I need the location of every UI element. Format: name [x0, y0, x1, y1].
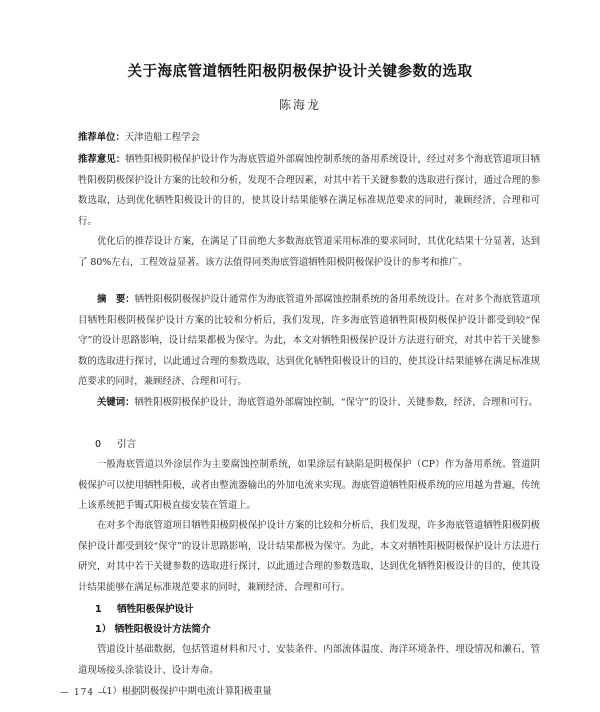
author-name: 陈海龙: [278, 98, 321, 112]
section1-item: （1）根据阴极保护中期电流计算阳极重量: [97, 686, 272, 697]
keywords-text: 牺牲阳极阴极保护设计，海底管道外部腐蚀控制，“保守”的设计、关键参数，经济，合理和可行。: [134, 397, 538, 408]
intro-para1: 一般海底管道以外涂层作为主要腐蚀控制系统，如果涂层有缺陷是阴极保护（CP）作为备用系统。管道阴极保护可以使用牺牲阳极，或者由整流器输出的外加电流来实现。海底管道牺牲阳极系统的应用越为普遍，传统上该系统把手镯式阳极直接安装在管道上。: [78, 459, 540, 511]
intro-heading-text: 引言: [117, 439, 137, 450]
section1-sub-num: 1）: [95, 624, 112, 635]
section1-title: 牺牲阳极保护设计: [117, 604, 194, 615]
recommend-opinion-text: 牺牲阳极阴极保护设计作为海底管道外部腐蚀控制系统的备用系统设计，经过对多个海底管道项目牺牲阳极阴极保护设计方案的比较和分析，发现不合理因素，对其中若干关键参数的选取进行探讨，通过合理的参数选取，达到优化牺牲阳极设计的目的，使其设计结果能够在满足标准规范要求的同时，兼顾经济、合理和可行。: [78, 154, 540, 227]
recommend-unit-value: 天津造船工程学会: [124, 132, 200, 143]
keywords: [78, 393, 540, 414]
section1-sub-heading: [95, 620, 211, 640]
recommend-unit: [78, 128, 540, 149]
abstract: [78, 290, 540, 393]
section1-sub-title: 牺牲阳极设计方法简介: [114, 624, 211, 635]
section1-num: 1: [95, 604, 102, 615]
recommend-opinion-para2: 优化后的推荐设计方案，在满足了目前绝大多数海底管道采用标准的要求同时，其优化结果十分显著，达到了 80%左右，工程效益显著。该方法值得同类海底管道牺牲阳极阴极保护设计的参考和推广。: [78, 236, 540, 268]
abstract-label: 摘 要：: [97, 294, 135, 305]
intro-para2: 在对多个海底管道项目牺牲阳极阴极保护设计方案的比较和分析后，我们发现，许多海底管道牺牲阳极阴极保护设计都受到较“保守”的设计思路影响，设计结果都极为保守。为此，本文对牺牲阳极阴极保护设计方法进行研究，对其中若干关键参数的选取进行探讨，以此通过合理的参数选取，达到优化牺牲阳极设计的目的，使其设计结果能够在满足标准规范要求的同时，兼顾经济、合理和可行。: [78, 520, 540, 593]
intro-heading-num: 0: [95, 439, 102, 450]
recommend-opinion: [78, 150, 540, 232]
section1-heading: [95, 600, 194, 620]
recommend-opinion-label: 推荐意见：: [78, 154, 126, 165]
recommend-unit-label: 推荐单位：: [78, 132, 125, 143]
section1-para: 管道设计基础数据，包括管道材料和尺寸、安装条件、内部流体温度、海洋环境条件、埋设情况和濑石、管道现场接头涂装设计、设计寿命。: [78, 644, 540, 676]
abstract-text: 牺牲阳极阴极保护设计通常作为海底管道外部腐蚀控制系统的备用系统设计。在对多个海底管道项目牺牲阳极阴极保护设计方案的比较和分析后，我们发现，许多海底管道牺牲阳极阴极保护设计都受到较“保守”的设计思路影响，设计结果都极为保守。为此，本文对牺牲阳极保护设计方法进行研究，对其中若干关键参数的选取进行探讨，以此通过合理的参数选取，达到优化牺牲阳极设计的目的，使其设计结果能够在满足标准规范要求的同时，兼顾经济、合理和可行。: [78, 294, 540, 387]
intro-heading: [95, 435, 136, 455]
page-number: — 174 —: [60, 688, 108, 698]
paper-title: 关于海底管道牺牲阳极阴极保护设计关键参数的选取: [127, 64, 473, 80]
keywords-label: 关键词：: [97, 397, 135, 408]
